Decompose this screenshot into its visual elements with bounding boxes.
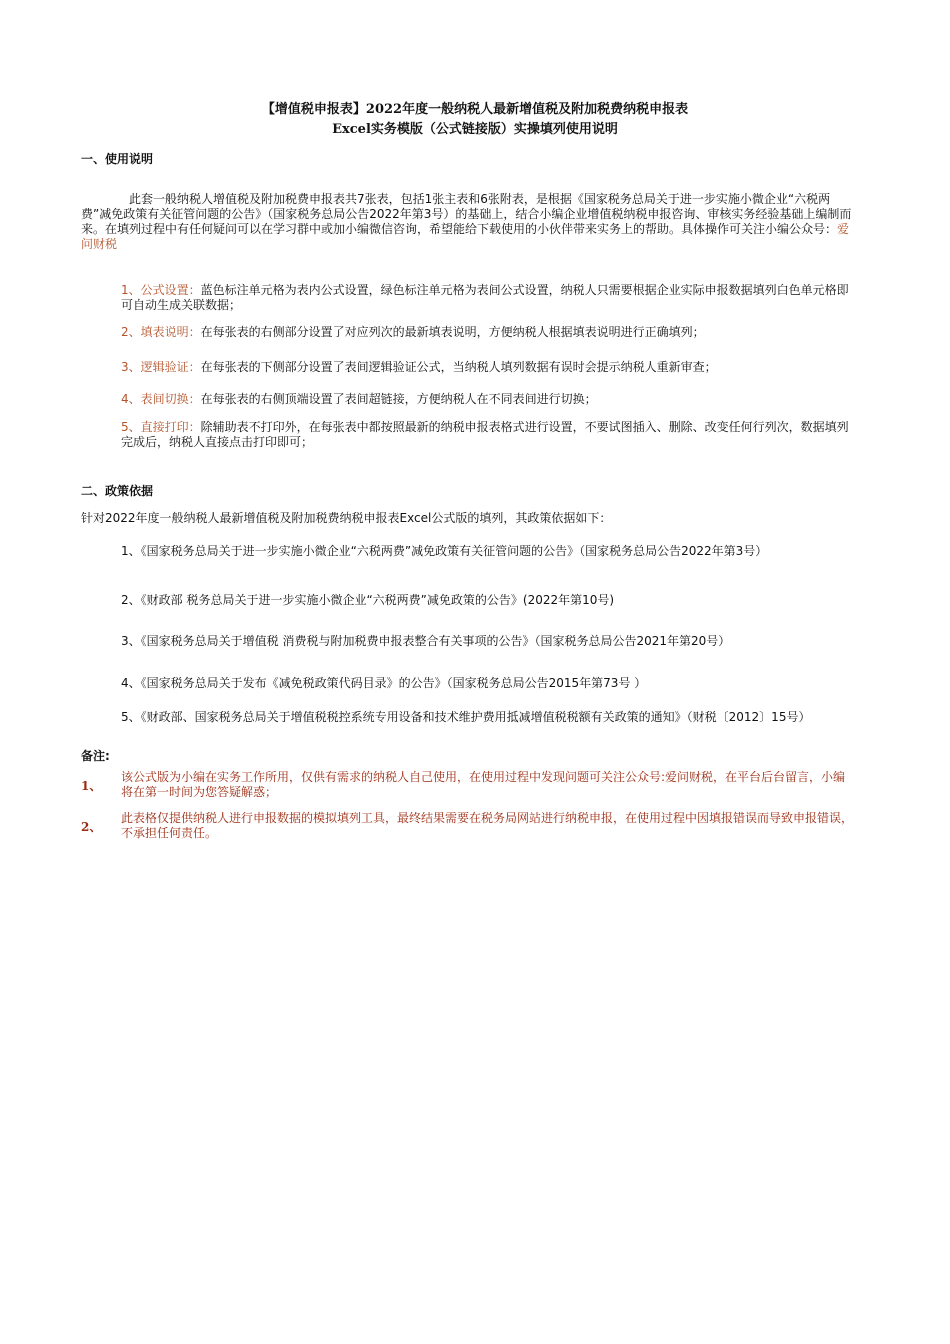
section1-heading: 一、使用说明 <box>81 152 154 166</box>
usage-item-label: 2、填表说明： <box>121 325 201 339</box>
usage-item-text: 在每张表的下侧部分设置了表间逻辑验证公式，当纳税人填列数据有误时会提示纳税人重新审查； <box>200 360 717 374</box>
usage-item <box>121 283 856 313</box>
usage-item-text: 除辅助表不打印外，在每张表中都按照最新的纳税申报表格式进行设置，不要试图插入、删除、改变任何行列次，数据填列完成后，纳税人直接点击打印即可； <box>121 420 849 449</box>
document-title-line1: 【增值税申报表】2022年度一般纳税人最新增值税及附加税费纳税申报表 <box>261 102 689 117</box>
usage-item <box>121 360 856 375</box>
usage-item-label: 4、表间切换： <box>121 392 201 406</box>
usage-item-label: 3、逻辑验证： <box>121 360 201 374</box>
section2-heading: 二、政策依据 <box>81 484 154 498</box>
policy-item: 5、《财政部、国家税务总局关于增值税税控系统专用设备和技术维护费用抵减增值税税额有关政策的通知》（财税〔2012〕15号） <box>121 710 811 724</box>
usage-item-text: 蓝色标注单元格为表内公式设置，绿色标注单元格为表间公式设置，纳税人只需要根据企业实际申报数据填列白色单元格即可自动生成关联数据； <box>121 283 849 312</box>
usage-item-text: 在每张表的右侧部分设置了对应列次的最新填表说明，方便纳税人根据填表说明进行正确填列； <box>200 325 705 339</box>
policy-item: 1、《国家税务总局关于进一步实施小微企业“六税两费”减免政策有关征管问题的公告》（国家税务总局公告2022年第3号） <box>121 544 768 558</box>
usage-item-label: 1、公式设置： <box>121 283 201 297</box>
usage-item-label: 5、直接打印： <box>121 420 201 434</box>
usage-item <box>121 420 856 450</box>
intro-account-link: 爱问财税 <box>81 222 850 251</box>
policy-item: 3、《国家税务总局关于增值税 消费税与附加税费申报表整合有关事项的公告》（国家税务总局公告2021年第20号） <box>121 634 731 648</box>
note-text: 该公式版为小编在实务工作所用，仅供有需求的纳税人自己使用，在使用过程中发现问题可关注公众号:爱问财税，在平台后台留言，小编将在第一时间为您答疑解惑； <box>121 770 846 799</box>
section1-intro <box>81 192 856 252</box>
note-number: 1、 <box>81 779 102 793</box>
document-title-line2: Excel实务模版（公式链接版）实操填列使用说明 <box>332 122 618 137</box>
note-number: 2、 <box>81 820 102 834</box>
section2-intro: 针对2022年度一般纳税人最新增值税及附加税费纳税申报表Excel公式版的填列，其政策依据如下： <box>81 511 612 525</box>
usage-item <box>121 392 856 407</box>
policy-item: 2、《财政部 税务总局关于进一步实施小微企业“六税两费”减免政策的公告》(2022年第10号) <box>121 593 615 607</box>
usage-item-text: 在每张表的右侧顶端设置了表间超链接，方便纳税人在不同表间进行切换； <box>200 392 597 406</box>
policy-item: 4、《国家税务总局关于发布《减免税政策代码目录》的公告》（国家税务总局公告2015年第73号 ） <box>121 676 647 690</box>
intro-text: 此套一般纳税人增值税及附加税费申报表共7张表，包括1张主表和6张附表，是根据《国家税务总局关于进一步实施小微企业“六税两费”减免政策有关征管问题的公告》（国家税务总局公告2022年第3号）的基础上，结合小编企业增值税纳税申报咨询、审核实务经验基础上编制而来。在填列过程中有任何疑问可以在学习群中或加小编微信咨询，希望能给下载使用的小伙伴带来实务上的帮助。具体操作可关注小编公众号： <box>81 192 852 236</box>
note-text: 此表格仅提供纳税人进行申报数据的模拟填列工具，最终结果需要在税务局网站进行纳税申报，在使用过程中因填报错误而导致申报错误，不承担任何责任。 <box>121 811 854 840</box>
notes-heading: 备注: <box>81 749 110 763</box>
usage-item <box>121 325 856 340</box>
